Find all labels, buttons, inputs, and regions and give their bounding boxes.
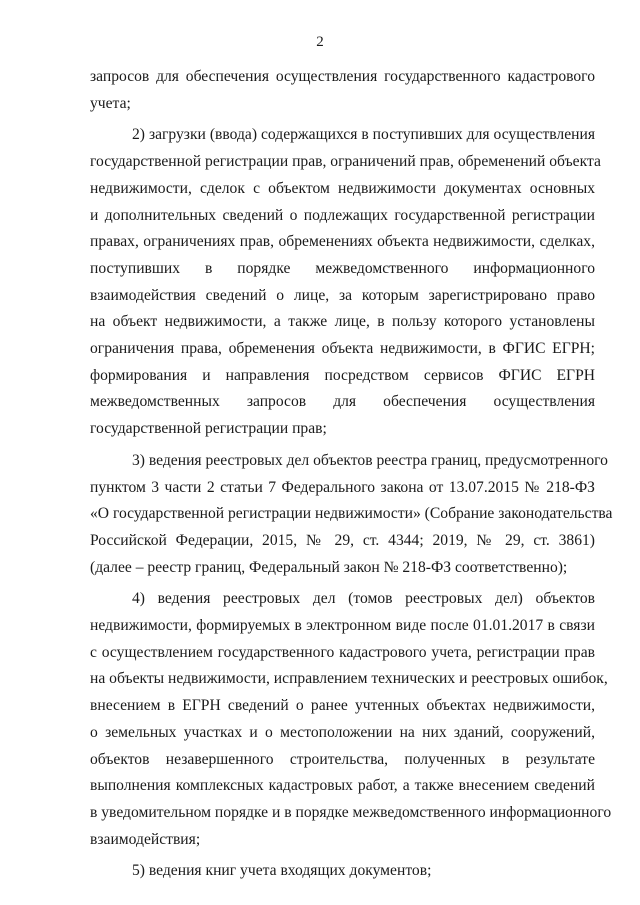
text-line: «О государственной регистрации недвижимости» (Собрание законодательства <box>90 505 613 523</box>
text-line: поступивших в порядке межведомственного информационного <box>90 259 595 277</box>
text-line: 3) ведения реестровых дел объектов реестра границ, предусмотренного <box>132 451 608 469</box>
text-line: внесением в ЕГРН сведений о ранее учтенных объектах недвижимости, <box>90 697 595 715</box>
text-line: ограничения права, обременения объекта недвижимости, в ФГИС ЕГРН; <box>90 340 595 358</box>
text-line: 4) ведения реестровых дел (томов реестровых дел) объектов <box>132 590 595 608</box>
text-line: формирования и направления посредством сервисов ФГИС ЕГРН <box>90 366 595 384</box>
text-line: в уведомительном порядке и в порядке межведомственного информационного <box>90 803 612 821</box>
text-line: правах, ограничениях прав, обременениях объекта недвижимости, сделках, <box>90 233 595 251</box>
text-line: государственной регистрации прав, ограничений прав, обременений объекта <box>90 153 601 171</box>
text-line: о земельных участках и о местоположении на них зданий, сооружений, <box>90 723 595 741</box>
text-line: недвижимости, формируемых в электронном виде после 01.01.2017 в связи <box>90 617 595 635</box>
text-line: на объект недвижимости, а также лице, в пользу которого установлены <box>90 313 595 331</box>
text-line: и дополнительных сведений о подлежащих государственной регистрации <box>90 206 595 224</box>
text-line: выполнения комплексных кадастровых работ, а также внесением сведений <box>90 777 595 795</box>
paragraph-item-4 <box>90 586 612 853</box>
text-line: Российской Федерации, 2015, № 29, ст. 4344; 2019, № 29, ст. 3861) <box>90 531 595 549</box>
paragraph-item-2 <box>90 122 601 442</box>
text-line: на объекты недвижимости, исправлением технических и реестровых ошибок, <box>90 670 608 688</box>
text-line: взаимодействия сведений о лице, за которым зарегистрировано право <box>90 286 595 304</box>
paragraph-item-3 <box>90 448 613 582</box>
paragraph-item-5 <box>90 858 595 885</box>
text-line: учета; <box>90 94 131 112</box>
text-line: 5) ведения книг учета входящих документов; <box>132 862 432 880</box>
paragraph-1-continuation <box>90 64 595 117</box>
text-line: государственной регистрации прав; <box>90 420 327 438</box>
text-line: (далее – реестр границ, Федеральный закон № 218-ФЗ соответственно); <box>90 558 568 576</box>
text-line: межведомственных запросов для обеспечения осуществления <box>90 393 595 411</box>
text-line: взаимодействия; <box>90 830 201 848</box>
text-line: запросов для обеспечения осуществления государственного кадастрового <box>90 68 595 85</box>
text-line: пунктом 3 части 2 статьи 7 Федерального закона от 13.07.2015 № 218-ФЗ <box>90 478 595 496</box>
text-line: 2) загрузки (ввода) содержащихся в поступивших для осуществления <box>132 126 595 144</box>
text-line: недвижимости, сделок с объектом недвижимости документах основных <box>90 179 595 197</box>
text-line: объектов незавершенного строительства, полученных в результате <box>90 750 595 768</box>
document-body <box>90 64 613 890</box>
page-number: 2 <box>316 34 324 50</box>
text-line: с осуществлением государственного кадастрового учета, регистрации прав <box>90 643 595 661</box>
